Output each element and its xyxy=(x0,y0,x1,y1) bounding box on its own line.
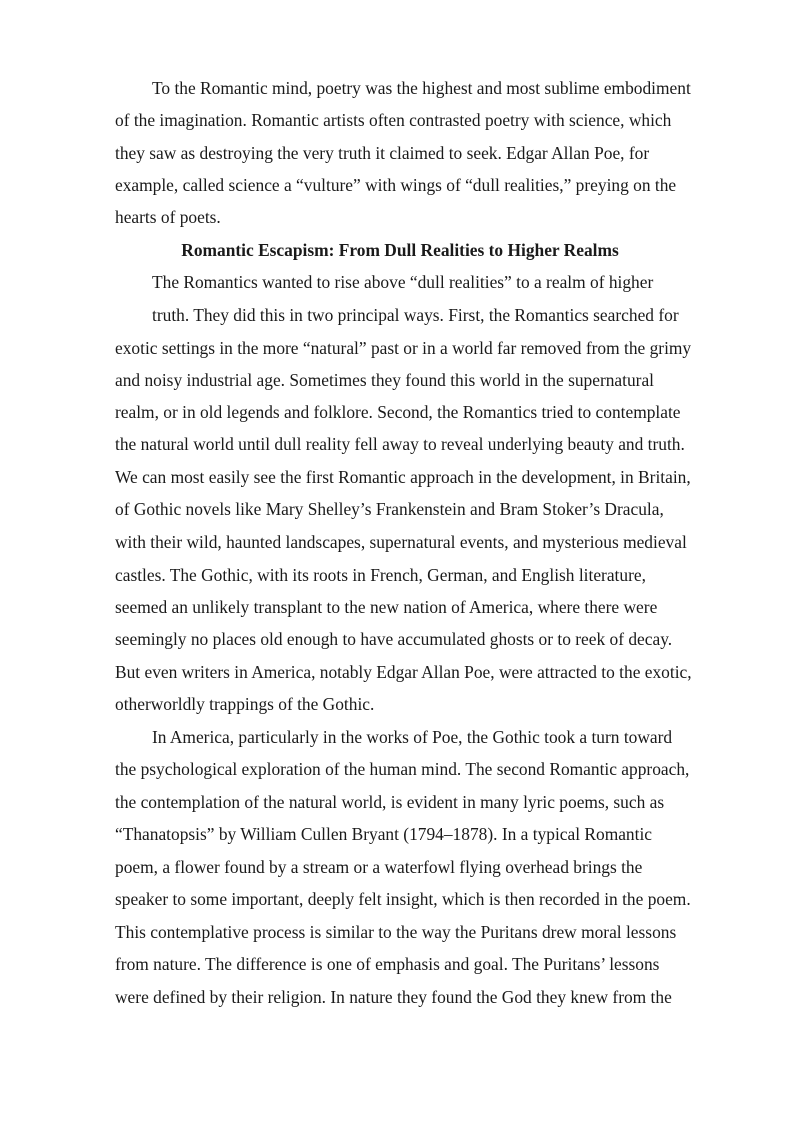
paragraph-3-line: “Thanatopsis” by William Cullen Bryant (1794–1878). In a typical Romantic xyxy=(115,824,653,844)
paragraph-2-line: But even writers in America, notably Edgar Allan Poe, were attracted to the exotic, xyxy=(115,662,692,682)
paragraph-2-line: otherworldly trappings of the Gothic. xyxy=(115,694,375,714)
paragraph-2-line: We can most easily see the first Romantic approach in the development, in Britain, xyxy=(115,467,691,487)
paragraph-1-line: of the imagination. Romantic artists often contrasted poetry with science, which xyxy=(115,110,672,130)
paragraph-2-line: The Romantics wanted to rise above “dull realities” to a realm of higher xyxy=(152,272,654,292)
paragraph-3-line: poem, a flower found by a stream or a waterfowl flying overhead brings the xyxy=(115,857,643,877)
paragraph-2-line: seemed an unlikely transplant to the new nation of America, where there were xyxy=(115,597,658,617)
paragraph-1-line: hearts of poets. xyxy=(115,207,221,227)
paragraph-3-line: This contemplative process is similar to the way the Puritans drew moral lessons xyxy=(115,922,677,942)
paragraph-2-line: realm, or in old legends and folklore. Second, the Romantics tried to contemplate xyxy=(115,402,681,422)
paragraph-1-line: they saw as destroying the very truth it claimed to seek. Edgar Allan Poe, for xyxy=(115,143,650,163)
paragraph-2-line: the natural world until dull reality fell away to reveal underlying beauty and truth. xyxy=(115,434,685,454)
paragraph-3-line: were defined by their religion. In nature they found the God they knew from the xyxy=(115,987,672,1007)
paragraph-3-line: the contemplation of the natural world, is evident in many lyric poems, such as xyxy=(115,792,665,812)
paragraph-1-line: example, called science a “vulture” with wings of “dull realities,” preying on the xyxy=(115,175,677,195)
paragraph-2-line: castles. The Gothic, with its roots in French, German, and English literature, xyxy=(115,565,646,585)
paragraph-2-line: with their wild, haunted landscapes, supernatural events, and mysterious medieval xyxy=(115,532,687,552)
paragraph-2-line: truth. They did this in two principal ways. First, the Romantics searched for xyxy=(152,305,679,325)
paragraph-3-line: from nature. The difference is one of emphasis and goal. The Puritans’ lessons xyxy=(115,954,660,974)
paragraph-2-line: of Gothic novels like Mary Shelley’s Frankenstein and Bram Stoker’s Dracula, xyxy=(115,499,664,519)
paragraph-3-line: speaker to some important, deeply felt insight, which is then recorded in the poem. xyxy=(115,889,691,909)
paragraph-3-line: In America, particularly in the works of Poe, the Gothic took a turn toward xyxy=(152,727,673,747)
paragraph-2-line: and noisy industrial age. Sometimes they found this world in the supernatural xyxy=(115,370,655,390)
paragraph-1-line: To the Romantic mind, poetry was the highest and most sublime embodiment xyxy=(152,78,691,98)
paragraph-2-line: seemingly no places old enough to have accumulated ghosts or to reek of decay. xyxy=(115,629,673,649)
paragraph-2-line: exotic settings in the more “natural” past or in a world far removed from the grimy xyxy=(115,338,692,358)
section-heading: Romantic Escapism: From Dull Realities to Higher Realms xyxy=(181,240,619,260)
paragraph-3-line: the psychological exploration of the human mind. The second Romantic approach, xyxy=(115,759,690,779)
